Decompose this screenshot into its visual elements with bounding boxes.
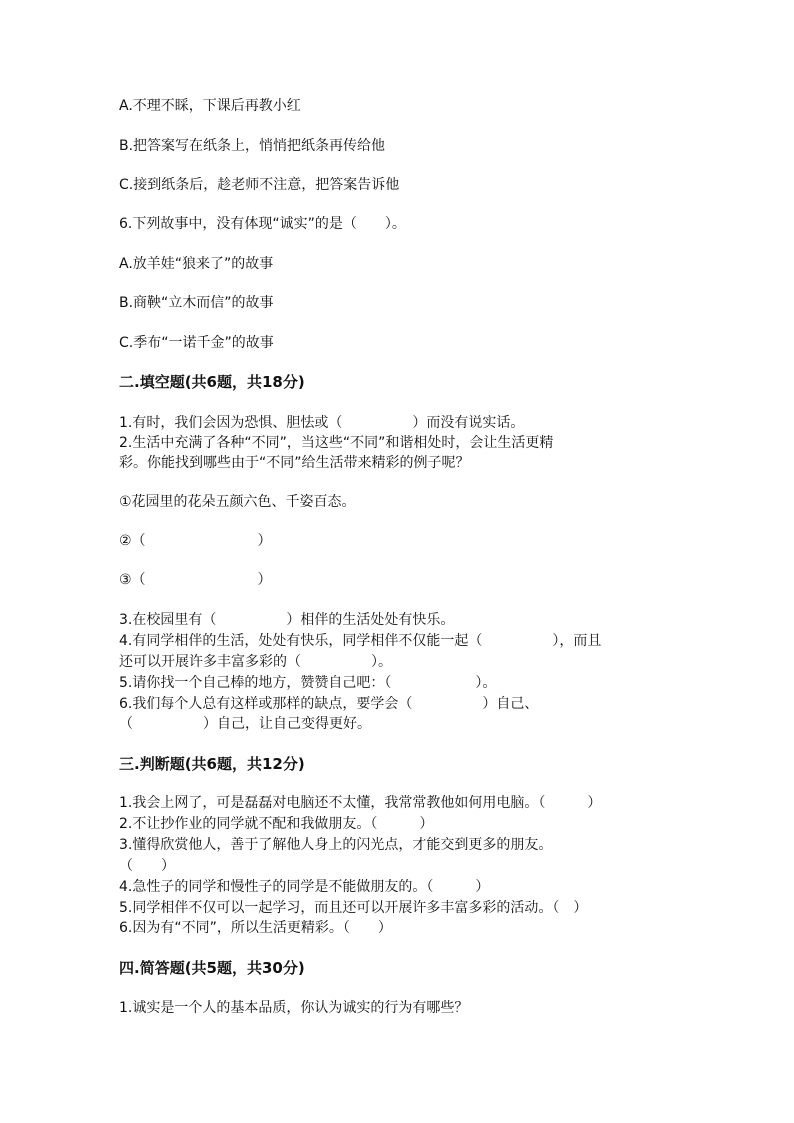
fill-q5: 5.请你找一个自己棒的地方，赞赞自己吧：（ ）。	[119, 675, 497, 691]
q6-stem: 6.下列故事中，没有体现“诚实”的是（ ）。	[119, 216, 406, 232]
q6-option-c: C.季布“一诺千金”的故事	[119, 335, 274, 351]
fill-q2-blank-3: ③（ ）	[119, 572, 272, 588]
fill-q3: 3.在校园里有（ ）相伴的生活处处有快乐。	[119, 612, 455, 628]
q6-option-b: B.商鞅“立木而信”的故事	[119, 295, 274, 311]
judge-q3-line1: 3.懂得欣赏他人，善于了解他人身上的闪光点，才能交到更多的朋友。	[119, 837, 553, 853]
short-section-heading: 四.简答题(共5题，共30分)	[119, 959, 305, 977]
fill-q4-line1: 4.有同学相伴的生活，处处有快乐，同学相伴不仅能一起（ ），而且	[119, 633, 602, 649]
fill-q2-blank-2: ②（ ）	[119, 533, 272, 549]
q6-option-a: A.放羊娃“狼来了”的故事	[119, 256, 274, 272]
q5-option-a: A.不理不睬，下课后再教小红	[119, 98, 301, 114]
judge-q5: 5.同学相伴不仅可以一起学习，而且还可以开展许多丰富多彩的活动。（ ）	[119, 900, 588, 916]
short-q1: 1.诚实是一个人的基本品质，你认为诚实的行为有哪些？	[119, 1000, 469, 1016]
fill-q4-line2: 还可以开展许多丰富多彩的（ ）。	[119, 654, 392, 670]
judge-q4: 4.急性子的同学和慢性子的同学是不能做朋友的。（ ）	[119, 879, 490, 895]
fill-q6-line2: （ ）自己，让自己变得更好。	[119, 716, 371, 732]
fill-q1: 1.有时，我们会因为恐惧、胆怯或（ ）而没有说实话。	[119, 415, 525, 431]
judge-q3-line2: （ ）	[119, 858, 175, 874]
fill-section-heading: 二.填空题(共6题，共18分)	[119, 373, 305, 391]
judge-q1: 1.我会上网了，可是磊磊对电脑还不太懂，我常常教他如何用电脑。（ ）	[119, 795, 602, 811]
q5-option-b: B.把答案写在纸条上，悄悄把纸条再传给他	[119, 138, 386, 154]
judge-section-heading: 三.判断题(共6题，共12分)	[119, 755, 305, 773]
judge-q2: 2.不让抄作业的同学就不配和我做朋友。（ ）	[119, 816, 434, 832]
fill-q2-line1: 2.生活中充满了各种“不同”，当这些“不同”和谐相处时，会让生活更精	[119, 435, 554, 451]
judge-q6: 6.因为有“不同”，所以生活更精彩。（ ）	[119, 920, 392, 936]
fill-q6-line1: 6.我们每个人总有这样或那样的缺点，要学会（ ）自己、	[119, 696, 539, 712]
q5-option-c: C.接到纸条后，趁老师不注意，把答案告诉他	[119, 177, 400, 193]
fill-q2-example: ①花园里的花朵五颜六色、千姿百态。	[119, 494, 356, 510]
fill-q2-line2: 彩。你能找到哪些由于“不同”给生活带来精彩的例子呢？	[119, 455, 470, 471]
